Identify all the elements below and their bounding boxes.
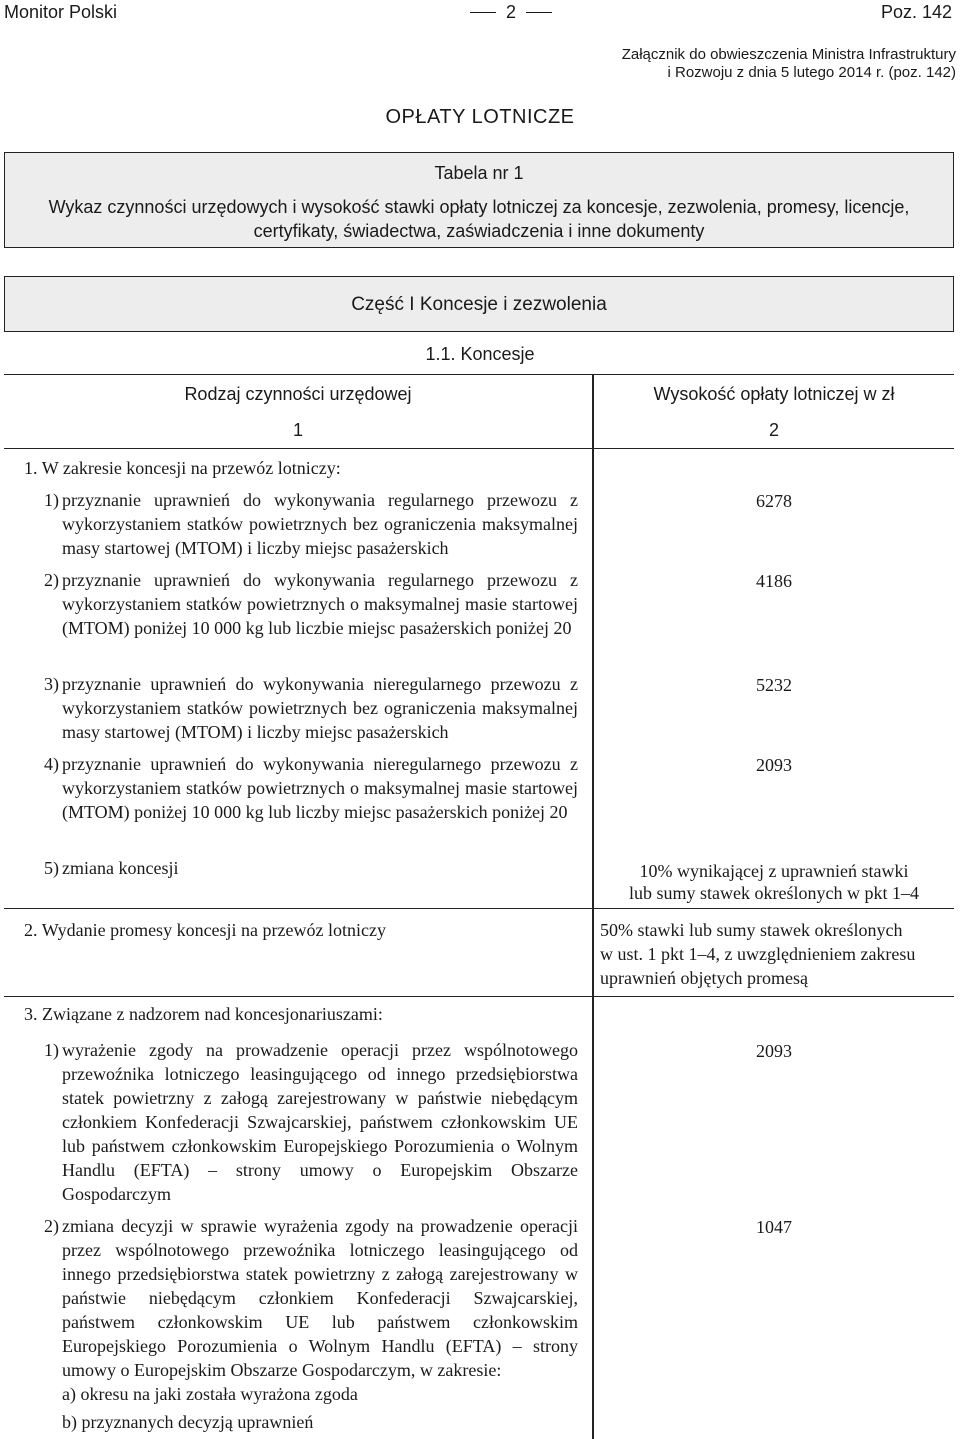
- item-text: zmiana koncesji: [62, 858, 179, 878]
- sub-item-text: okresu na jaki została wyrażona zgoda: [80, 1384, 358, 1404]
- section-1-label: W zakresie koncesji na przewóz lotniczy:: [41, 458, 341, 478]
- list-item: [44, 488, 578, 560]
- column-number-2: 2: [768, 420, 779, 440]
- dash-left: [470, 12, 496, 14]
- position-number: Poz. 142: [880, 2, 952, 22]
- table-caption-line-2: certyfikaty, świadectwa, zaświadczenia i inne dokumenty: [253, 221, 705, 241]
- table-caption: [4, 152, 954, 248]
- sub-item-text: przyznanych decyzją uprawnień: [81, 1412, 314, 1432]
- dash-right: [526, 12, 552, 14]
- item-text: zmiana decyzji w sprawie wyrażenia zgody na prowadzenie operacji przez wspólnotowego przewoźnika lotniczego leasingującego od innego przedsiębiorstwa statek powietrzny z załogą zarejestrowany w państwie niebędącym członkiem Konfederacji Szwajcarskiej, państwem członkowskim UE lub państwem członkowskim Europejskiego Porozumienia o Wolnym Handlu (EFTA) – strony umowy o Europejskim Obszarze Gospodarczym, w zakresie:: [62, 1216, 578, 1380]
- sub-item: [62, 1410, 313, 1434]
- header-divider: [4, 374, 954, 375]
- fee-value: 5232: [756, 675, 792, 695]
- section-1-number: 1.: [24, 458, 38, 478]
- section-2-heading: [24, 918, 386, 942]
- fee-value: 4186: [756, 571, 792, 591]
- sub-item-number: a): [62, 1384, 76, 1404]
- section-2-label: Wydanie promesy koncesji na przewóz lotniczy: [41, 920, 386, 940]
- item-number: 5): [44, 858, 59, 878]
- fee-value: 2093: [756, 1041, 792, 1061]
- fee-value: 6278: [756, 491, 792, 511]
- item-text: przyznanie uprawnień do wykonywania regularnego przewozu z wykorzystaniem statków powietrznych o maksymalnej masie startowej (MTOM) poniżej 10 000 kg lub liczbie miejsc pasażerskich poniżej 20: [62, 570, 578, 638]
- section-1-heading: [24, 456, 341, 480]
- item-text: przyznanie uprawnień do wykonywania nieregularnego przewozu z wykorzystaniem statków powietrznych bez ograniczenia maksymalnej masy startowej (MTOM) i liczby miejsc pasażerskich: [62, 674, 578, 742]
- list-item: [44, 752, 578, 824]
- section-3-label: Związane z nadzorem nad koncesjonariuszami:: [42, 1004, 383, 1024]
- number-row-divider: [4, 448, 954, 449]
- item-text: przyznanie uprawnień do wykonywania regularnego przewozu z wykorzystaniem statków powietrznych bez ograniczenia maksymalnej masy startowej (MTOM) i liczby miejsc pasażerskich: [62, 490, 578, 558]
- list-item: [44, 1214, 578, 1382]
- list-item: [44, 856, 578, 880]
- section-divider-2: [4, 996, 954, 997]
- subsection-title: 1.1. Koncesje: [425, 344, 535, 364]
- item-number: 1): [44, 1040, 59, 1060]
- column-divider: [592, 374, 594, 1439]
- part-heading: Część I Koncesje i zezwolenia: [4, 276, 954, 332]
- item-number: 1): [44, 490, 59, 510]
- section-3-heading: [24, 1002, 383, 1026]
- fee-line: uprawnień objętych promesą: [600, 968, 808, 988]
- section-2-number: 2.: [24, 920, 38, 940]
- section-divider-1: [4, 908, 954, 909]
- page-number: [470, 2, 552, 23]
- item-number: 2): [44, 1216, 59, 1236]
- list-item: [44, 568, 578, 640]
- column-header-activity: Rodzaj czynności urzędowej: [184, 384, 412, 404]
- column-header-fee: Wysokość opłaty lotniczej w zł: [653, 384, 895, 404]
- annex-line-2: i Rozwoju z dnia 5 lutego 2014 r. (poz. 142): [667, 64, 956, 81]
- item-text: wyrażenie zgody na prowadzenie operacji przez wspólnotowego przewoźnika lotniczego leasingującego od innego przedsiębiorstwa statek powietrzny z załogą zarejestrowany w państwie niebędącym członkiem Konfederacji Szwajcarskiej, państwem członkowskim UE lub państwem członkowskim Europejskiego Porozumienia o Wolnym Handlu (EFTA) – strony umowy o Europejskim Obszarze Gospodarczym: [62, 1040, 578, 1204]
- section-2-fee: [600, 918, 948, 990]
- fee-value: 1047: [756, 1217, 792, 1237]
- table-number: Tabela nr 1: [434, 163, 524, 183]
- list-item: [44, 1038, 578, 1206]
- item-number: 4): [44, 754, 59, 774]
- journal-name: Monitor Polski: [4, 2, 118, 22]
- annex-line-1: Załącznik do obwieszczenia Ministra Infrastruktury: [621, 46, 956, 63]
- fee-line: w ust. 1 pkt 1–4, z uwzględnieniem zakresu: [600, 944, 916, 964]
- page-number-text: 2: [506, 2, 517, 22]
- sub-item-number: b): [62, 1412, 77, 1432]
- sub-item: [62, 1382, 358, 1406]
- document-title: OPŁATY LOTNICZE: [385, 106, 575, 128]
- item-number: 2): [44, 570, 59, 590]
- list-item: [44, 672, 578, 744]
- fee-line: lub sumy stawek określonych w pkt 1–4: [629, 883, 919, 903]
- fee-line: 50% stawki lub sumy stawek określonych: [600, 920, 903, 940]
- section-3-number: 3.: [24, 1004, 38, 1024]
- fee-line: 10% wynikającej z uprawnień stawki: [639, 861, 909, 881]
- fee-value: [600, 860, 948, 904]
- item-number: 3): [44, 674, 59, 694]
- table-caption-line-1: Wykaz czynności urzędowych i wysokość stawki opłaty lotniczej za koncesje, zezwolenia, promesy, licencje,: [48, 197, 910, 217]
- annex-note: [600, 46, 956, 82]
- fee-value: 2093: [756, 755, 792, 775]
- column-number-1: 1: [292, 420, 303, 440]
- item-text: przyznanie uprawnień do wykonywania nieregularnego przewozu z wykorzystaniem statków powietrznych o maksymalnej masie startowej (MTOM) poniżej 10 000 kg lub liczby miejsc pasażerskich poniżej 20: [62, 754, 578, 822]
